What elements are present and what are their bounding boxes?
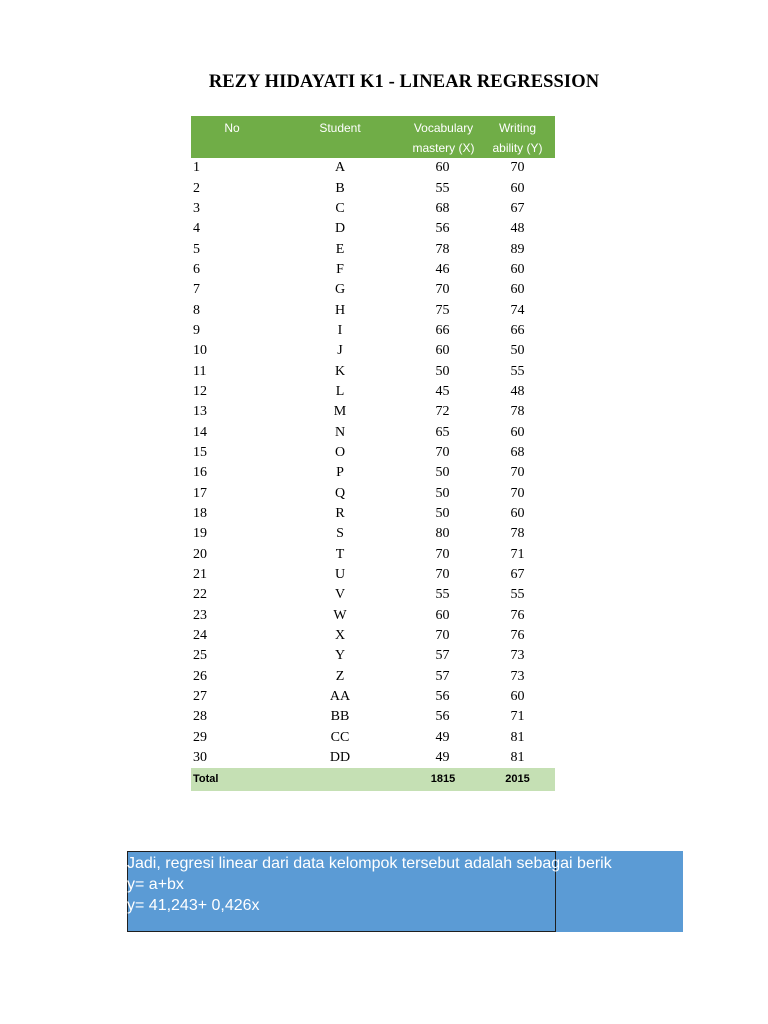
- row-student: P: [336, 465, 344, 481]
- row-no: 15: [193, 444, 207, 460]
- row-no: 6: [193, 261, 200, 277]
- table-row: [191, 565, 555, 585]
- row-vocabulary: 56: [435, 689, 450, 705]
- table-row: [191, 626, 555, 646]
- row-writing: 60: [510, 180, 525, 196]
- row-student: K: [334, 363, 346, 379]
- table-row: [191, 524, 555, 544]
- row-vocabulary: 46: [435, 261, 450, 277]
- row-student: Y: [334, 648, 346, 664]
- table-row: [191, 361, 555, 381]
- row-no: 18: [193, 506, 207, 522]
- row-no: 12: [193, 383, 207, 399]
- row-student: W: [333, 607, 347, 623]
- row-vocabulary: 49: [435, 729, 450, 745]
- row-writing: 60: [510, 282, 525, 298]
- table-row: [191, 748, 555, 768]
- row-no: 11: [193, 363, 207, 379]
- row-student: M: [333, 404, 347, 420]
- row-no: 7: [193, 282, 200, 298]
- row-no: 29: [193, 729, 207, 745]
- row-writing: 76: [510, 628, 525, 644]
- row-student: R: [335, 506, 345, 522]
- table-row: [191, 646, 555, 666]
- row-no: 3: [193, 200, 200, 216]
- total-y: 2015: [480, 768, 555, 791]
- row-vocabulary: 72: [435, 404, 450, 420]
- row-student: BB: [330, 709, 350, 725]
- row-no: 20: [193, 546, 207, 562]
- row-student: N: [334, 424, 346, 440]
- row-student: Q: [334, 485, 346, 501]
- row-no: 23: [193, 607, 207, 623]
- row-student: A: [334, 160, 346, 176]
- row-no: 28: [193, 709, 207, 725]
- row-writing: 89: [510, 241, 525, 257]
- header-no: No: [191, 116, 273, 158]
- row-writing: 50: [510, 343, 525, 359]
- row-vocabulary: 50: [435, 506, 450, 522]
- row-writing: 68: [510, 444, 525, 460]
- row-writing: 48: [510, 221, 525, 237]
- row-vocabulary: 65: [435, 424, 450, 440]
- row-no: 24: [193, 628, 207, 644]
- row-no: 1: [193, 160, 200, 176]
- row-vocabulary: 68: [435, 200, 450, 216]
- total-row: [191, 768, 555, 791]
- row-writing: 81: [510, 750, 525, 766]
- row-vocabulary: 56: [435, 221, 450, 237]
- row-student: D: [334, 221, 346, 237]
- table-row: [191, 463, 555, 483]
- row-student: I: [337, 322, 343, 338]
- row-no: 16: [193, 465, 207, 481]
- header-x-line2: mastery (X): [412, 141, 475, 155]
- row-writing: 70: [510, 485, 525, 501]
- table-row: [191, 443, 555, 463]
- row-no: 10: [193, 343, 207, 359]
- row-vocabulary: 55: [435, 180, 450, 196]
- row-writing: 73: [510, 648, 525, 664]
- row-vocabulary: 70: [435, 628, 450, 644]
- row-no: 4: [193, 221, 200, 237]
- header-x-line1: Vocabulary: [413, 121, 474, 135]
- row-no: 22: [193, 587, 207, 603]
- table-row: [191, 178, 555, 198]
- table-row: [191, 199, 555, 219]
- row-writing: 76: [510, 607, 525, 623]
- row-vocabulary: 57: [435, 648, 450, 664]
- header-vocabulary-mastery: [407, 116, 480, 158]
- row-vocabulary: 50: [435, 363, 450, 379]
- row-vocabulary: 57: [435, 668, 450, 684]
- table-row: [191, 219, 555, 239]
- table-row: [191, 606, 555, 626]
- row-writing: 78: [510, 526, 525, 542]
- row-writing: 67: [510, 567, 525, 583]
- table-row: [191, 707, 555, 727]
- row-writing: 78: [510, 404, 525, 420]
- row-student: J: [337, 343, 343, 359]
- table-row: [191, 422, 555, 442]
- row-vocabulary: 70: [435, 282, 450, 298]
- row-no: 19: [193, 526, 207, 542]
- table-row: [191, 341, 555, 361]
- row-no: 9: [193, 322, 200, 338]
- row-student: E: [335, 241, 345, 257]
- row-no: 25: [193, 648, 207, 664]
- total-label: Total: [191, 768, 273, 791]
- row-student: AA: [329, 689, 351, 705]
- table-row: [191, 504, 555, 524]
- row-writing: 71: [510, 546, 525, 562]
- row-student: CC: [330, 729, 350, 745]
- row-vocabulary: 78: [435, 241, 450, 257]
- row-writing: 55: [510, 363, 525, 379]
- row-vocabulary: 70: [435, 567, 450, 583]
- table-row: [191, 158, 555, 178]
- row-no: 21: [193, 567, 207, 583]
- row-no: 30: [193, 750, 207, 766]
- conclusion-line-2: y= a+bx: [127, 876, 184, 893]
- row-vocabulary: 70: [435, 444, 450, 460]
- table-row: [191, 545, 555, 565]
- row-no: 13: [193, 404, 207, 420]
- row-no: 26: [193, 668, 207, 684]
- conclusion-line-3: y= 41,243+ 0,426x: [127, 897, 260, 914]
- row-student: H: [334, 302, 346, 318]
- header-y-line1: Writing: [498, 121, 537, 135]
- document-title: REZY HIDAYATI K1 - LINEAR REGRESSION: [208, 72, 600, 92]
- row-vocabulary: 60: [435, 343, 450, 359]
- row-writing: 81: [510, 729, 525, 745]
- total-x: 1815: [407, 768, 480, 791]
- row-student: S: [336, 526, 344, 542]
- row-vocabulary: 60: [435, 160, 450, 176]
- row-student: V: [334, 587, 346, 603]
- row-vocabulary: 70: [435, 546, 450, 562]
- conclusion-text: [127, 851, 727, 932]
- row-writing: 55: [510, 587, 525, 603]
- row-writing: 67: [510, 200, 525, 216]
- row-writing: 60: [510, 261, 525, 277]
- table-row: [191, 402, 555, 422]
- row-vocabulary: 80: [435, 526, 450, 542]
- row-no: 2: [193, 180, 200, 196]
- row-writing: 66: [510, 322, 525, 338]
- row-vocabulary: 75: [435, 302, 450, 318]
- table-row: [191, 300, 555, 320]
- row-student: O: [334, 444, 346, 460]
- row-student: Z: [335, 668, 345, 684]
- table-row: [191, 585, 555, 605]
- row-no: 14: [193, 424, 207, 440]
- row-student: T: [335, 546, 345, 562]
- row-vocabulary: 45: [435, 383, 450, 399]
- header-writing-ability: [480, 116, 555, 158]
- row-writing: 74: [510, 302, 525, 318]
- table-row: [191, 728, 555, 748]
- row-writing: 48: [510, 383, 525, 399]
- row-writing: 60: [510, 424, 525, 440]
- row-student: X: [334, 628, 346, 644]
- row-student: DD: [329, 750, 351, 766]
- row-student: F: [336, 261, 344, 277]
- row-student: G: [334, 282, 346, 298]
- header-student: Student: [273, 116, 407, 158]
- row-writing: 73: [510, 668, 525, 684]
- row-vocabulary: 60: [435, 607, 450, 623]
- row-vocabulary: 50: [435, 465, 450, 481]
- conclusion-line-1: Jadi, regresi linear dari data kelompok tersebut adalah sebagai berik: [127, 855, 612, 872]
- row-vocabulary: 66: [435, 322, 450, 338]
- row-vocabulary: 56: [435, 709, 450, 725]
- table-row: [191, 239, 555, 259]
- row-student: B: [335, 180, 345, 196]
- row-no: 27: [193, 689, 207, 705]
- table-row: [191, 687, 555, 707]
- header-y-line2: ability (Y): [492, 141, 543, 155]
- row-vocabulary: 49: [435, 750, 450, 766]
- row-writing: 70: [510, 160, 525, 176]
- row-vocabulary: 50: [435, 485, 450, 501]
- row-student: C: [335, 200, 345, 216]
- row-writing: 60: [510, 689, 525, 705]
- row-no: 8: [193, 302, 200, 318]
- table-row: [191, 382, 555, 402]
- table-row: [191, 484, 555, 504]
- row-no: 5: [193, 241, 200, 257]
- table-row: [191, 260, 555, 280]
- table-header-row: [191, 116, 555, 158]
- row-vocabulary: 55: [435, 587, 450, 603]
- row-student: L: [335, 383, 345, 399]
- row-writing: 71: [510, 709, 525, 725]
- regression-data-table: [191, 116, 555, 791]
- row-no: 17: [193, 485, 207, 501]
- row-student: U: [334, 567, 346, 583]
- total-empty: [273, 768, 407, 791]
- table-row: [191, 667, 555, 687]
- table-row: [191, 321, 555, 341]
- row-writing: 70: [510, 465, 525, 481]
- row-writing: 60: [510, 506, 525, 522]
- table-row: [191, 280, 555, 300]
